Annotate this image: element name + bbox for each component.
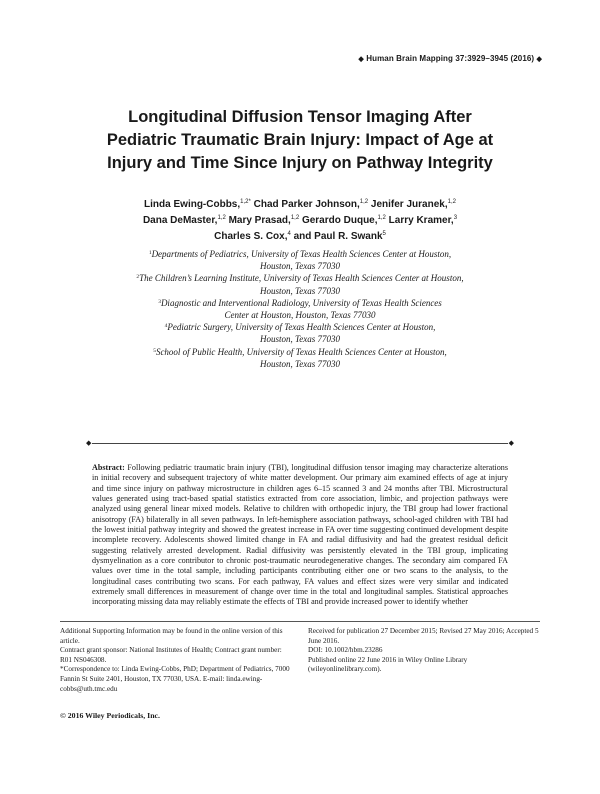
author-affiliation-marker: 1,2 xyxy=(290,215,300,221)
affiliation-number: 4 xyxy=(164,323,168,330)
affiliation-text: The Children’s Learning Institute, University of Texas Health Sciences Center at Houston, xyxy=(139,273,464,284)
affiliation-text: Pediatric Surgery, University of Texas Health Sciences Center at Houston, xyxy=(167,322,436,333)
title-line: Injury and Time Since Injury on Pathway Integrity xyxy=(107,154,493,172)
diamond-icon: ◆ xyxy=(86,439,92,447)
title-line: Pediatric Traumatic Brain Injury: Impact of Age at xyxy=(106,131,494,149)
affiliation-number: 5 xyxy=(153,347,156,354)
affiliation-number: 1 xyxy=(148,250,152,256)
publication-dates: Received for publication 27 December 2015; Revised 27 May 2016; Accepted 5 June 2016. xyxy=(308,627,539,645)
affiliation-line: Houston, Texas 77030 xyxy=(260,358,340,369)
section-divider xyxy=(86,439,514,447)
journal-header xyxy=(358,54,542,63)
abstract-paragraph xyxy=(92,463,508,608)
grant-note: Contract grant sponsor: National Institutes of Health; Contract grant number: R01 NS046308. xyxy=(60,646,282,664)
author-affiliation-marker: 1,2 xyxy=(377,215,386,221)
abstract xyxy=(92,463,508,608)
copyright: © 2016 Wiley Periodicals, Inc. xyxy=(60,711,160,720)
author-affiliation-marker: 1,2 xyxy=(359,199,369,205)
author-list xyxy=(60,197,540,245)
author-affiliation-marker: 4 xyxy=(287,231,291,237)
author-name: Dana DeMaster, xyxy=(142,215,218,226)
author-name: and Paul R. Swank xyxy=(293,231,383,242)
affiliation-line: Houston, Texas 77030 xyxy=(260,285,340,296)
author-name: Jenifer Juranek, xyxy=(370,199,448,210)
diamond-icon: ◆ xyxy=(358,56,364,63)
affiliation-number: 3 xyxy=(158,298,161,305)
author-line xyxy=(60,229,540,245)
affiliation-text: Diagnostic and Interventional Radiology, University of Texas Health Sciences xyxy=(160,297,442,308)
author-line xyxy=(60,213,540,229)
affiliation-line xyxy=(90,248,510,260)
diamond-icon: ◆ xyxy=(508,439,514,447)
author-name: Gerardo Duque, xyxy=(301,215,378,226)
doi: DOI: 10.1002/hbm.23286 xyxy=(308,646,383,655)
affiliation-line xyxy=(90,321,510,333)
title-line: Longitudinal Diffusion Tensor Imaging After xyxy=(128,108,472,126)
author-affiliation-marker: 5 xyxy=(382,231,386,237)
diamond-icon: ◆ xyxy=(536,56,542,63)
footnotes-right xyxy=(308,627,542,675)
article-title xyxy=(60,106,540,175)
journal-citation: Human Brain Mapping 37:3929–3945 (2016) xyxy=(366,54,535,63)
supporting-info-note: Additional Supporting Information may be found in the online version of this article. xyxy=(60,627,283,645)
affiliation-text: School of Public Health, University of Texas Health Sciences Center at Houston, xyxy=(155,346,447,357)
affiliation-line xyxy=(90,272,510,284)
author-affiliation-marker: 1,2* xyxy=(240,199,251,205)
author-line xyxy=(60,197,540,213)
author-name: Linda Ewing-Cobbs, xyxy=(144,199,241,210)
affiliation-line xyxy=(90,346,510,358)
affiliation-line: Houston, Texas 77030 xyxy=(260,334,340,345)
author-name: Charles S. Cox, xyxy=(214,231,288,242)
affiliation-number: 2 xyxy=(136,274,140,281)
author-name: Larry Kramer, xyxy=(388,215,454,226)
author-name: Mary Prasad, xyxy=(228,215,291,226)
author-name: Chad Parker Johnson, xyxy=(253,199,360,210)
abstract-text: Following pediatric traumatic brain injury (TBI), longitudinal diffusion tensor imaging may characterize alterations in initial recovery and subsequent trajectory of white matter development. Our primary aim examined effects of age at injury and time since injury on pathway microstructure in children ages 6–15 scanned 3 and 24 months after TBI. Microstructural values generated using tract-based spatial statistics extracted from core association, limbic, and projection pathways were analyzed using general linear mixed models. Relative to children with orthopedic injury, the TBI group had lower fractional anisotropy (FA) bilaterally in all seven pathways. In left-hemisphere association pathways, school-aged children with TBI had the lowest initial pathway integrity and showed the greatest increase in FA over time suggesting continued development despite incomplete recovery. Adolescents showed limited change in FA and radial diffusivity and had the greatest residual deficit suggesting relatively arrested development. Radial diffusivity was persistently elevated in the TBI group, implicating dysmyelination as a core contributor to chronic post-traumatic neurodegenerative changes. The secondary aim compared FA values over time in the total sample, including participants contributing either one or two scans to the analysis, to the longitudinal cases contributing two scans. For each pathway, FA values and effect sizes were very similar and indicated extremely small differences in measurement of change over time in the total and longitudinal samples. Statistical approaches incorporating missing data may reliably estimate the effects of TBI and provide increased power to identify whether xyxy=(92,463,508,607)
affiliation-list xyxy=(90,248,510,370)
author-affiliation-marker: 1,2 xyxy=(447,199,456,205)
affiliation-text: Departments of Pediatrics, University of Texas Health Sciences Center at Houston, xyxy=(151,249,452,259)
affiliation-line: Center at Houston, Houston, Texas 77030 xyxy=(224,310,376,321)
affiliation-line: Houston, Texas 77030 xyxy=(260,261,340,272)
footnote-divider xyxy=(60,621,540,622)
affiliation-line xyxy=(90,297,510,309)
abstract-label: Abstract: xyxy=(92,463,125,472)
author-affiliation-marker: 3 xyxy=(453,215,458,221)
footnotes-left xyxy=(60,627,294,694)
published-online-note: Published online 22 June 2016 in Wiley Online Library (wileyonlinelibrary.com). xyxy=(308,655,468,674)
author-affiliation-marker: 1,2 xyxy=(217,215,226,221)
correspondence-note: *Correspondence to: Linda Ewing-Cobbs, PhD; Department of Pediatrics, 7000 Fannin St Suite 2401, Houston, TX 77030, USA. E-mail: linda.ewing-cobbs@uth.tmc.edu xyxy=(60,665,290,693)
